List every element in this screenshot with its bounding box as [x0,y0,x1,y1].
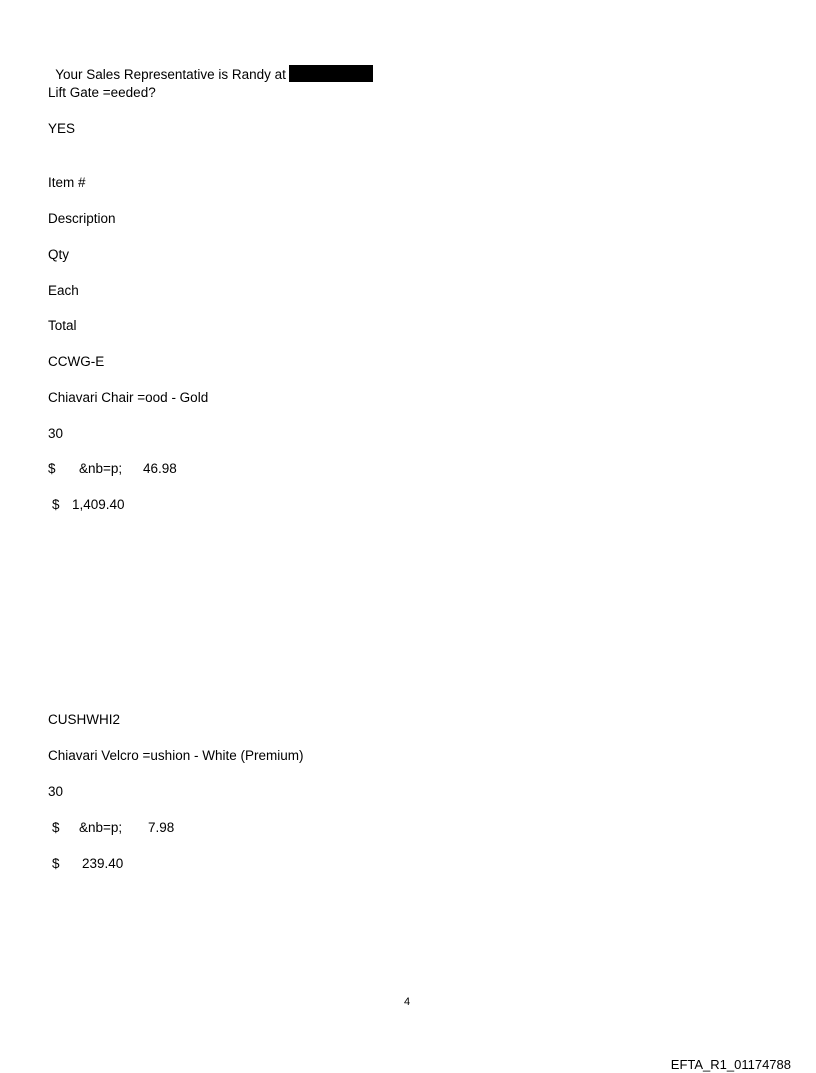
item-2-qty: 30 [48,784,64,799]
item-2-each-filler: &nb=p; [79,820,123,835]
item-1-each-filler: &nb=p; [79,461,123,476]
sales-rep-text: Your Sales Representative is Randy at [55,67,286,82]
lift-gate-value: YES [48,121,76,136]
item-1-qty: 30 [48,426,64,441]
column-header-qty: Qty [48,247,70,262]
item-2-each-currency: $ [52,820,60,835]
item-1-total-currency: $ [52,497,60,512]
column-header-description: Description [48,211,116,226]
item-2-description: Chiavari Velcro =ushion - White (Premium) [48,748,304,763]
column-header-each: Each [48,283,79,298]
lift-gate-label: Lift Gate =eeded? [48,85,156,100]
item-2-total-value: 239.40 [82,856,124,871]
item-1-each-currency: $ [48,461,56,476]
item-1-total-value: 1,409.40 [72,497,125,512]
item-2-number: CUSHWHI2 [48,712,121,727]
redaction-box [289,65,373,82]
page-number: 4 [404,996,411,1008]
item-1-number: CCWG-E [48,354,105,369]
item-1-each-value: 46.98 [143,461,177,476]
item-2-each-value: 7.98 [148,820,175,835]
sales-rep-line [48,49,373,83]
document-id: EFTA_R1_01174788 [670,1057,791,1072]
column-header-item: Item # [48,175,86,190]
column-header-total: Total [48,318,77,333]
item-1-description: Chiavari Chair =ood - Gold [48,390,209,405]
item-2-total-currency: $ [52,856,60,871]
